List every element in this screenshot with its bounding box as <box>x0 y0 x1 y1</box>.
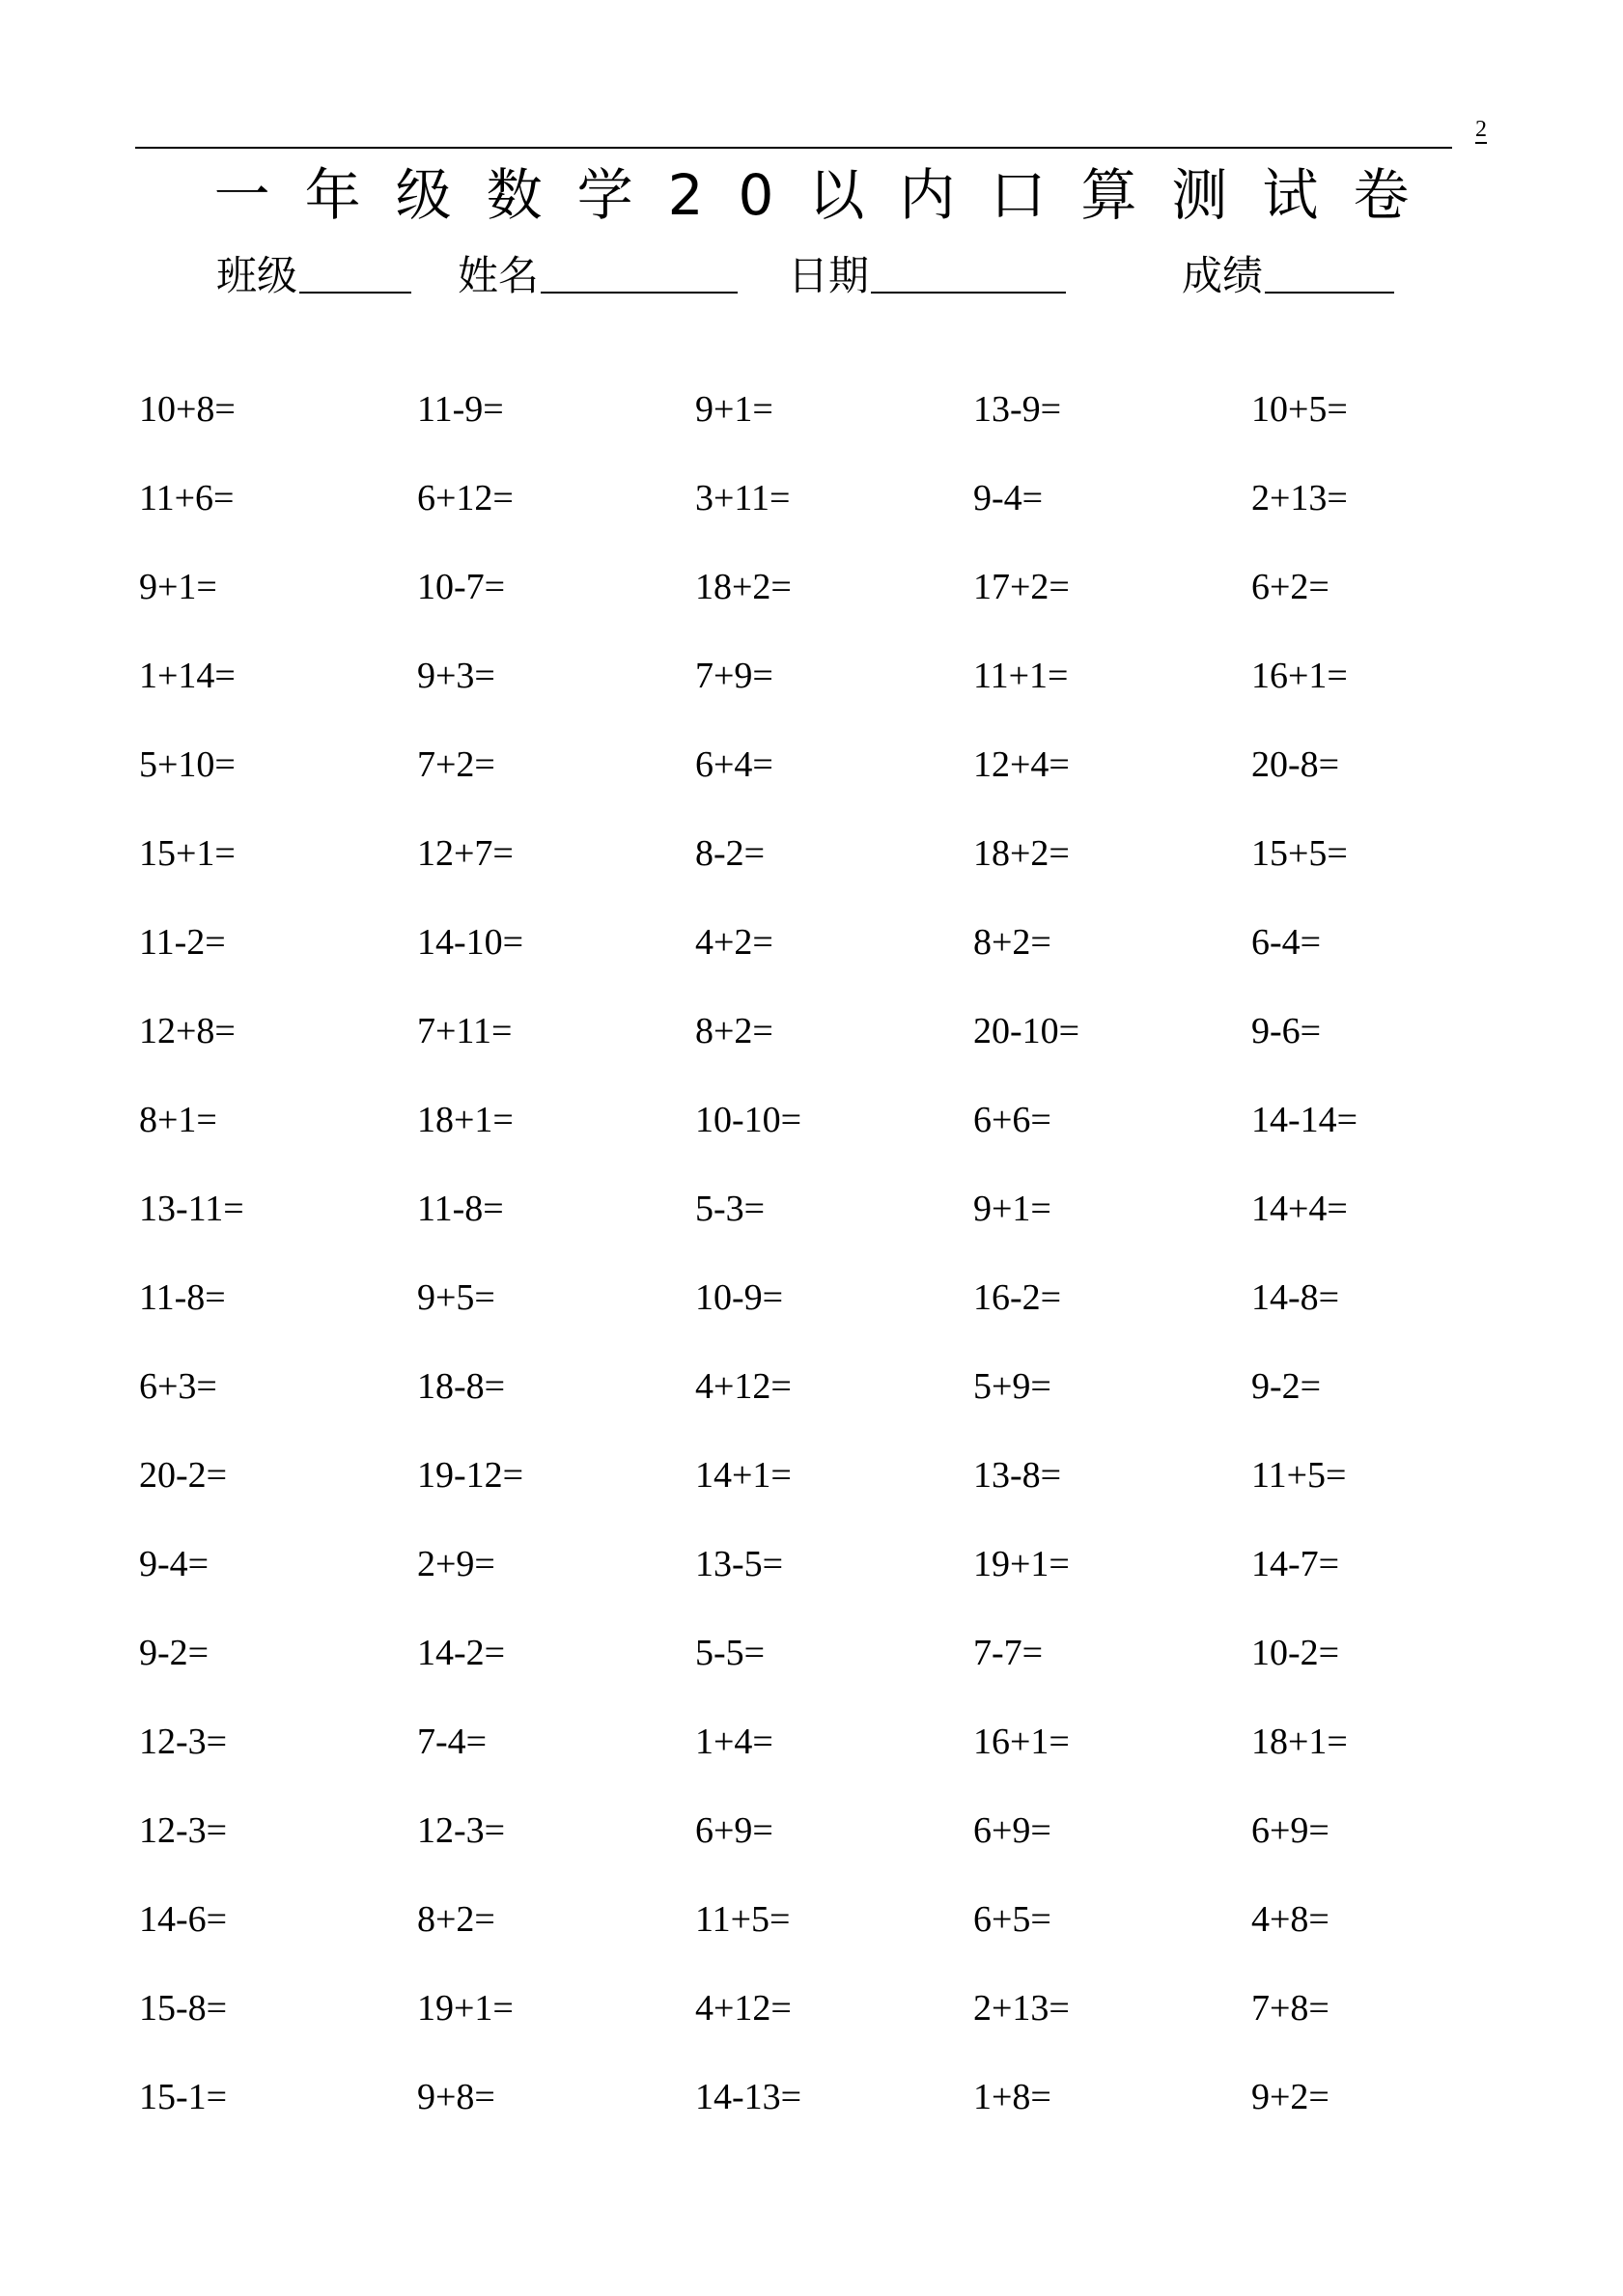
name-field <box>458 247 738 305</box>
math-problem: 14+4= <box>1251 1189 1348 1229</box>
math-problem: 6+9= <box>695 1810 773 1851</box>
math-problem: 7+11= <box>417 1011 513 1051</box>
header-rule <box>135 147 1452 149</box>
math-problem: 10+5= <box>1251 389 1348 430</box>
math-problem: 11-2= <box>139 922 226 963</box>
name-blank[interactable] <box>541 247 738 294</box>
math-problem: 4+2= <box>695 922 773 963</box>
math-problem: 7-4= <box>417 1722 488 1762</box>
math-problem: 19+1= <box>973 1544 1070 1584</box>
math-problem: 6+9= <box>1251 1810 1329 1851</box>
student-info-row <box>0 247 1623 305</box>
class-label: 班级 <box>216 252 298 299</box>
math-problem: 10-9= <box>695 1277 784 1318</box>
math-problem: 15-8= <box>139 1988 228 2029</box>
math-problem: 11+5= <box>1251 1455 1347 1496</box>
problem-grid <box>139 380 1529 2157</box>
name-label: 姓名 <box>458 252 540 299</box>
math-problem: 11+6= <box>139 478 235 518</box>
math-problem: 4+12= <box>695 1988 792 2029</box>
class-blank[interactable] <box>299 247 411 294</box>
math-problem: 4+12= <box>695 1366 792 1407</box>
math-problem: 9+1= <box>973 1189 1051 1229</box>
math-problem: 5+9= <box>973 1366 1051 1407</box>
math-problem: 10-2= <box>1251 1633 1340 1673</box>
math-problem: 6+9= <box>973 1810 1051 1851</box>
math-problem: 15+5= <box>1251 833 1348 874</box>
math-problem: 1+4= <box>695 1722 773 1762</box>
math-problem: 20-2= <box>139 1455 228 1496</box>
math-problem: 20-8= <box>1251 744 1340 785</box>
math-problem: 7+8= <box>1251 1988 1329 2029</box>
math-problem: 6+4= <box>695 744 773 785</box>
math-problem: 18+1= <box>417 1100 514 1140</box>
math-problem: 8+1= <box>139 1100 217 1140</box>
math-problem: 6-4= <box>1251 922 1322 963</box>
math-problem: 19+1= <box>417 1988 514 2029</box>
score-field <box>1182 247 1394 305</box>
math-problem: 6+12= <box>417 478 514 518</box>
math-problem: 14-10= <box>417 922 524 963</box>
math-problem: 14-7= <box>1251 1544 1340 1584</box>
math-problem: 15-1= <box>139 2077 228 2117</box>
class-field <box>216 247 411 305</box>
math-problem: 2+9= <box>417 1544 495 1584</box>
math-problem: 10+8= <box>139 389 236 430</box>
math-problem: 13-8= <box>973 1455 1062 1496</box>
math-problem: 18-8= <box>417 1366 506 1407</box>
math-problem: 11-9= <box>417 389 504 430</box>
date-label: 日期 <box>788 252 870 299</box>
math-problem: 3+11= <box>695 478 791 518</box>
math-problem: 5+10= <box>139 744 236 785</box>
math-problem: 4+8= <box>1251 1899 1329 1940</box>
math-problem: 9-4= <box>973 478 1044 518</box>
math-problem: 11+1= <box>973 656 1069 696</box>
math-problem: 12-3= <box>139 1722 228 1762</box>
math-problem: 14-8= <box>1251 1277 1340 1318</box>
math-problem: 13-11= <box>139 1189 244 1229</box>
math-problem: 7+9= <box>695 656 773 696</box>
math-problem: 9+3= <box>417 656 495 696</box>
math-problem: 2+13= <box>973 1988 1070 2029</box>
math-problem: 16+1= <box>1251 656 1348 696</box>
math-problem: 14+1= <box>695 1455 792 1496</box>
date-blank[interactable] <box>871 247 1066 294</box>
math-problem: 13-5= <box>695 1544 784 1584</box>
math-problem: 9-2= <box>139 1633 210 1673</box>
math-problem: 12-3= <box>417 1810 506 1851</box>
math-problem: 19-12= <box>417 1455 524 1496</box>
math-problem: 14-14= <box>1251 1100 1358 1140</box>
math-problem: 9-2= <box>1251 1366 1322 1407</box>
math-problem: 15+1= <box>139 833 236 874</box>
math-problem: 18+1= <box>1251 1722 1348 1762</box>
math-problem: 7-7= <box>973 1633 1044 1673</box>
math-problem: 1+8= <box>973 2077 1051 2117</box>
math-problem: 9-4= <box>139 1544 210 1584</box>
math-problem: 9+1= <box>695 389 773 430</box>
math-problem: 13-9= <box>973 389 1062 430</box>
math-problem: 6+5= <box>973 1899 1051 1940</box>
page-number: 2 <box>1475 117 1487 142</box>
math-problem: 12+4= <box>973 744 1070 785</box>
math-problem: 9+1= <box>139 567 217 607</box>
math-problem: 11-8= <box>139 1277 226 1318</box>
math-problem: 17+2= <box>973 567 1070 607</box>
score-label: 成绩 <box>1182 252 1264 299</box>
math-problem: 16-2= <box>973 1277 1062 1318</box>
math-problem: 8+2= <box>973 922 1051 963</box>
math-problem: 16+1= <box>973 1722 1070 1762</box>
math-problem: 9+2= <box>1251 2077 1329 2117</box>
math-problem: 6+6= <box>973 1100 1051 1140</box>
math-problem: 1+14= <box>139 656 236 696</box>
math-problem: 11-8= <box>417 1189 504 1229</box>
math-problem: 12+7= <box>417 833 514 874</box>
math-problem: 6+2= <box>1251 567 1329 607</box>
math-problem: 14-6= <box>139 1899 228 1940</box>
math-problem: 2+13= <box>1251 478 1348 518</box>
math-problem: 6+3= <box>139 1366 217 1407</box>
math-problem: 8-2= <box>695 833 766 874</box>
math-problem: 18+2= <box>973 833 1070 874</box>
math-problem: 12-3= <box>139 1810 228 1851</box>
math-problem: 7+2= <box>417 744 495 785</box>
math-problem: 14-2= <box>417 1633 506 1673</box>
score-blank[interactable] <box>1265 247 1394 294</box>
math-problem: 8+2= <box>417 1899 495 1940</box>
math-problem: 18+2= <box>695 567 792 607</box>
math-problem: 10-7= <box>417 567 506 607</box>
math-problem: 20-10= <box>973 1011 1080 1051</box>
math-problem: 5-5= <box>695 1633 766 1673</box>
math-problem: 9+5= <box>417 1277 495 1318</box>
math-problem: 5-3= <box>695 1189 766 1229</box>
worksheet-title: 一年级数学20以内口算测试卷 <box>213 162 1444 228</box>
math-problem: 9+8= <box>417 2077 495 2117</box>
math-problem: 9-6= <box>1251 1011 1322 1051</box>
math-problem: 8+2= <box>695 1011 773 1051</box>
math-problem: 12+8= <box>139 1011 236 1051</box>
math-problem: 14-13= <box>695 2077 802 2117</box>
math-problem: 11+5= <box>695 1899 791 1940</box>
math-problem: 10-10= <box>695 1100 802 1140</box>
date-field <box>788 247 1066 305</box>
